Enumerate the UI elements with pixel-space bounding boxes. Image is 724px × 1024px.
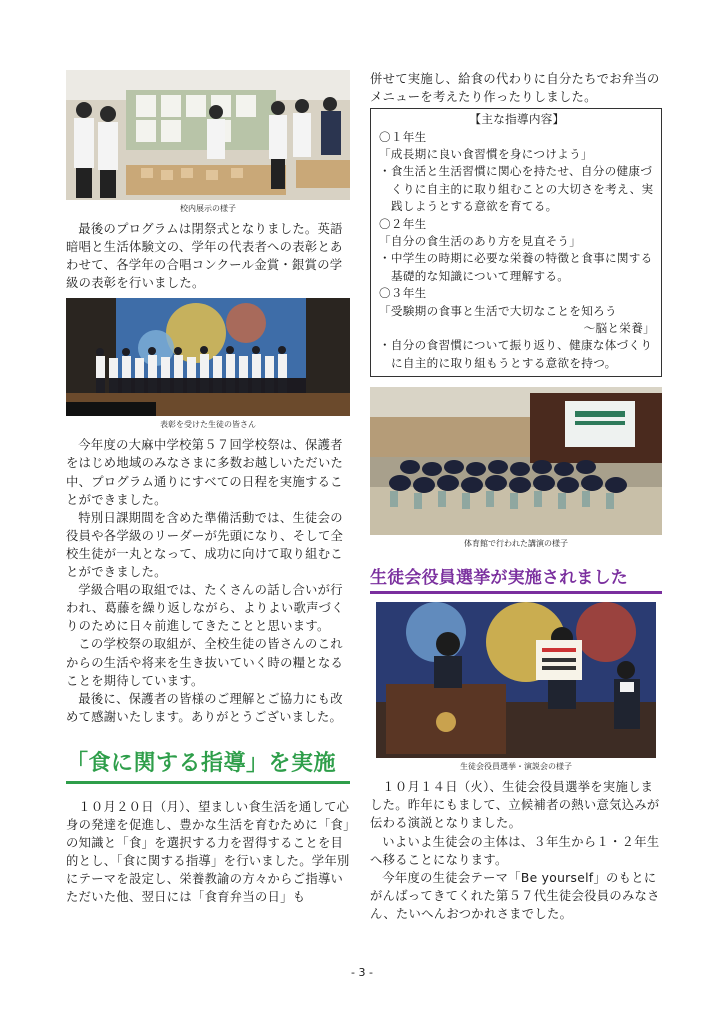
grade-heading: 〇１年生: [379, 129, 427, 144]
grade-goal: ・食生活と生活習慣に関心を持たせ、自分の健康づくりに自主的に取り組むことの大切さを考え、実践しようとする意欲を育てる。: [379, 164, 654, 214]
grade-theme: 「自分の食生活のあり方を見直そう」: [379, 234, 582, 249]
paragraph: いよいよ生徒会の主体は、３年生から１・２年生へ移ることになります。: [370, 834, 660, 867]
paragraph: この学校祭の取組が、全校生徒の皆さんのこれからの生活や将来を生き抜いていく時の糧となることを期待しています。: [66, 637, 344, 688]
paragraph: １０月１４日（火）、生徒会役員選挙を実施しました。昨年にもまして、立候補者の熱い意気込みが伝わる演説となりました。: [370, 780, 660, 831]
box-title: 【主な指導内容】: [469, 112, 565, 127]
photo-award-students: [66, 298, 350, 416]
paragraph: 今年度の生徒会テーマ「Be yourself」のもとにがんばってきてくれた第５７代生徒会役員のみなさん、たいへんおつかれさまでした。: [370, 870, 660, 921]
grade-theme: 「成長期に良い食習慣を身につけよう」: [379, 147, 593, 161]
photo-caption: 校内展示の様子: [180, 204, 236, 213]
paragraph: １０月２０日（月）、望ましい食生活を通して心身の発達を促進し、豊かな生活を育むために「食」の知識と「食」を選択する力を習得することを目的とし、「食に関する指導」を行いました。学年別にテーマを設定し、栄養教諭の方々からご指導いただいた他、翌日には「食育弁当の日」も: [66, 799, 350, 905]
paragraph: 最後に、保護者の皆様のご理解とご協力にも改めて感謝いたします。ありがとうございました。: [66, 691, 343, 724]
grade-heading: 〇２年生: [379, 216, 427, 231]
right-column: [370, 70, 662, 923]
photo-gym-lecture: [370, 387, 662, 535]
left-column: [66, 70, 350, 906]
photo-caption: 表彰を受けた生徒の皆さん: [160, 420, 256, 430]
section-title-food-guidance: 「食に関する指導」を実施: [66, 746, 350, 784]
photo-election-speech: [376, 602, 656, 758]
grade-theme: 「受験期の食事と生活で大切なことを知ろう: [379, 303, 617, 318]
grade-goal: ・中学生の時期に必要な栄養の特徴と食事に関する基礎的な知識について理解する。: [379, 251, 653, 283]
paragraph: 併せて実施し、給食の代わりに自分たちでお弁当のメニューを考えたり作ったりしました。: [370, 72, 660, 105]
grade-theme-continued: ～脳と栄養」: [583, 321, 655, 336]
grade-heading: 〇３年生: [379, 286, 427, 301]
photo-caption: 体育館で行われた講演の様子: [464, 539, 568, 549]
paragraph: 特別日課期間を含めた準備活動では、生徒会の役員や各学級のリーダーが先頭になり、そして全校生徒が一丸となって、成功に向けて取り組むことができました。: [66, 510, 344, 580]
photo-school-exhibition: [66, 70, 350, 200]
paragraph: 最後のプログラムは閉祭式となりました。英語暗唱と生活体験文の、学年の代表者への表彰とあわせて、各学年の合唱コンクール金賞・銀賞の学級の表彰を行いました。: [66, 222, 343, 291]
paragraph: 今年度の大麻中学校第５７回学校祭は、保護者をはじめ地域のみなさまに多数お越しいただいた中、プログラム通りにすべての日程を実施することができました。: [66, 438, 344, 507]
paragraph: 学級合唱の取組では、たくさんの話し合いが行われ、葛藤を繰り返しながら、よりよい歌声づくりのために日々前進してきたことと思います。: [66, 583, 344, 634]
guidance-content-box: [370, 108, 662, 377]
page-number: - 3 -: [351, 966, 373, 979]
grade-goal: ・自分の食習慣について振り返り、健康な体づくりに自主的に取り組もうとする意欲を持つ。: [379, 338, 653, 370]
photo-caption: 生徒会役員選挙・演説会の様子: [460, 762, 572, 772]
section-title-student-election: 生徒会役員選挙が実施されました: [370, 563, 662, 594]
